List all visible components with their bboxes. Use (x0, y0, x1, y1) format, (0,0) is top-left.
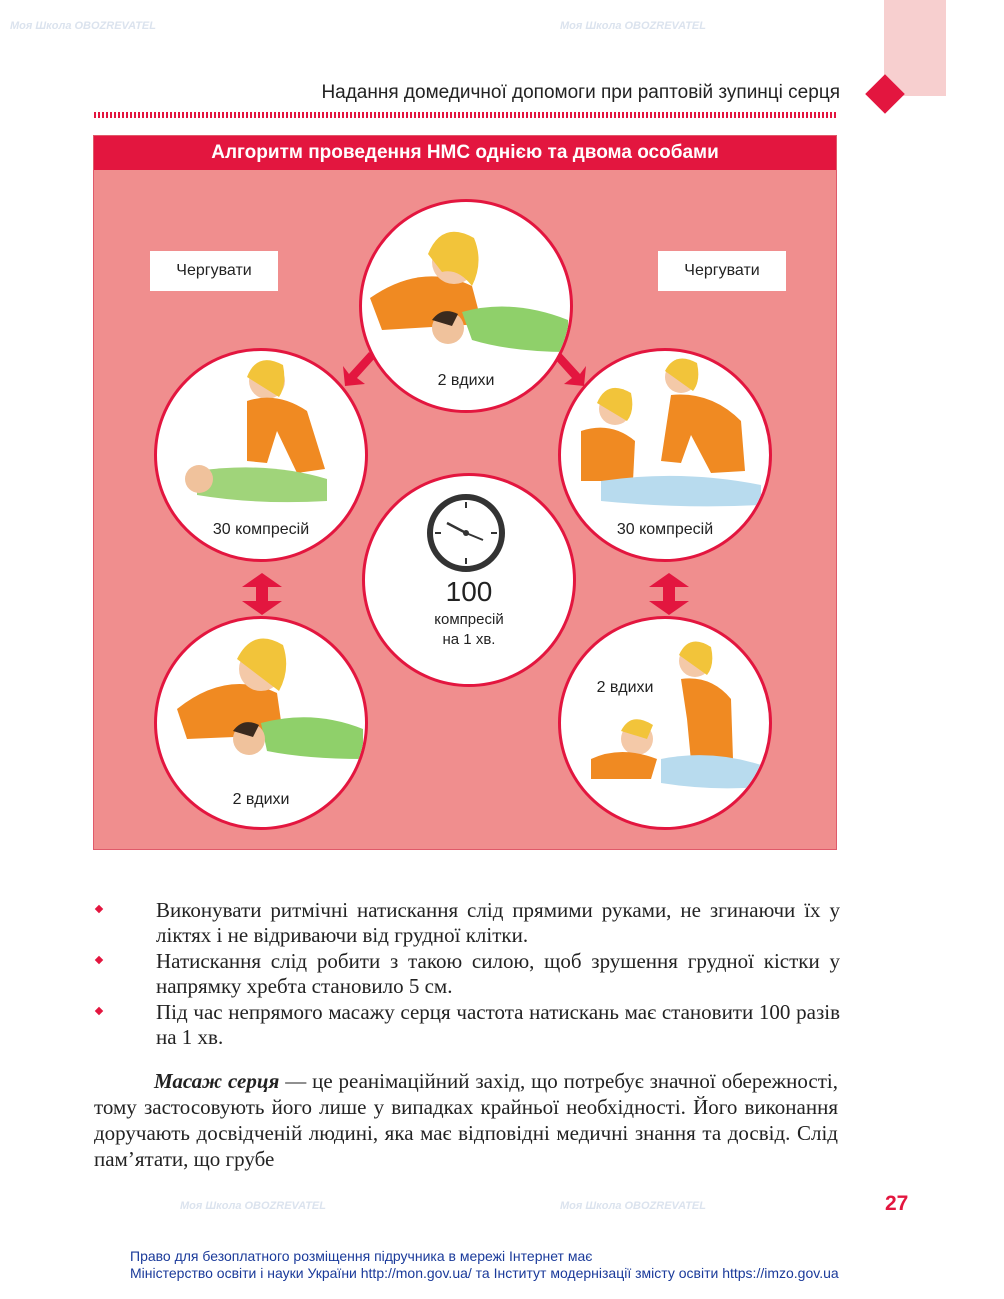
watermark: Моя Школа OBOZREVATEL (10, 20, 156, 32)
two-rescuers-breathing-illustration (561, 619, 772, 830)
caption-right-middle: 30 компресій (616, 521, 714, 538)
watermark: Моя Школа OBOZREVATEL (180, 1200, 326, 1212)
scene-left-compressions (154, 348, 368, 562)
caption-left-middle: 30 компресій (212, 521, 310, 538)
scene-right-compressions (558, 348, 772, 562)
footer-rights (130, 1248, 839, 1282)
scene-left-rescue-breaths (154, 616, 368, 830)
alternate-label-right: Чергувати (658, 251, 786, 291)
center-caption (365, 610, 573, 650)
scene-right-rescue-breaths (558, 616, 772, 830)
caption-left-bottom: 2 вдихи (232, 791, 290, 808)
bullet-diamond-icon (95, 1007, 103, 1015)
center-clock-circle (362, 473, 576, 687)
center-number: 100 (445, 576, 493, 607)
double-arrow-left-icon (242, 573, 282, 615)
alternate-label-left: Чергувати (150, 251, 278, 291)
bullet-list (94, 898, 840, 1051)
clock-icon (425, 492, 507, 574)
list-item (94, 1000, 840, 1050)
panel-title: Алгоритм проведення НМС однією та двома особами (94, 136, 836, 170)
bullet-diamond-icon (95, 956, 103, 964)
paragraph-term: Масаж серця (154, 1069, 280, 1093)
list-item (94, 949, 840, 999)
page-number: 27 (885, 1192, 909, 1215)
center-caption-line1: компресій (434, 611, 504, 628)
paragraph-text: — це реанімаційний захід, що потребує значної обережності, тому застосовують його лише у випадках крайньої необхідності. Його виконання доручають досвідченій людині, яка має відповідні медичні знання та досвід. Слід пам’ятати, що грубе (94, 1069, 838, 1171)
header-rule (94, 112, 838, 118)
list-item (94, 898, 840, 948)
watermark: Моя Школа OBOZREVATEL (560, 1200, 706, 1212)
double-arrow-right-icon (649, 573, 689, 615)
footer-line1: Право для безоплатного розміщення підручника в мережі Інтернет має (130, 1248, 593, 1264)
watermark: Моя Школа OBOZREVATEL (560, 20, 706, 32)
center-caption-line2: на 1 хв. (442, 631, 496, 648)
caption-right-bottom: 2 вдихи (596, 679, 654, 696)
scene-top-rescue-breaths (359, 199, 573, 413)
page-header: Надання домедичної допомоги при раптовій зупинці серця (321, 82, 840, 103)
bullet-diamond-icon (95, 905, 103, 913)
caption-top: 2 вдихи (437, 372, 495, 389)
algorithm-panel (93, 135, 837, 850)
footer-line2: Міністерство освіти і науки України http://mon.gov.ua/ та Інститут модернізації змісту освіти https://imzo.gov.ua (130, 1265, 839, 1281)
bullet-text: Виконувати ритмічні натискання слід прямими руками, не згинаючи їх у ліктях і не відриваючи від грудної клітки. (156, 898, 840, 947)
bullet-text: Натискання слід робити з такою силою, щоб зрушення грудної кістки у напрямку хребта становило 5 см. (156, 949, 840, 998)
bullet-text: Під час непрямого масажу серця частота натискань має становити 100 разів на 1 хв. (156, 1000, 840, 1049)
body-paragraph (94, 1068, 838, 1172)
